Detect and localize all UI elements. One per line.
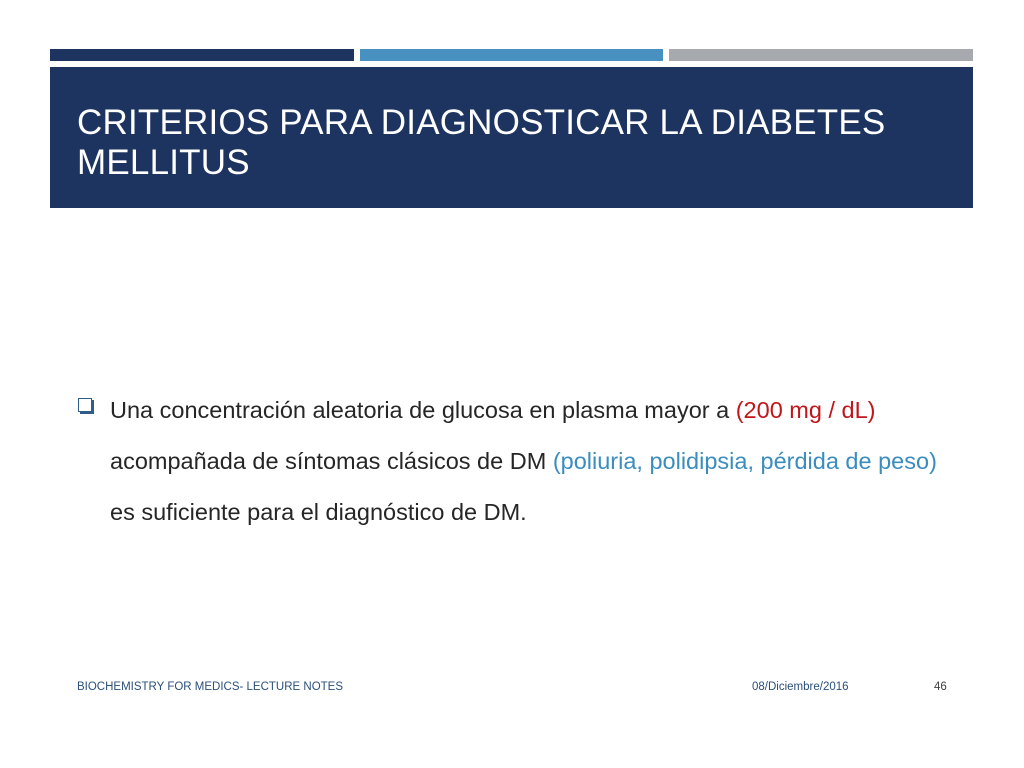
bullet-text xyxy=(110,385,958,538)
bullet-text-part2: acompañada de síntomas clásicos de DM xyxy=(110,448,553,474)
page-number: 46 xyxy=(934,681,947,693)
symptoms-list-end: peso) xyxy=(878,448,937,474)
bullet-text-part1: Una concentración aleatoria de glucosa en plasma mayor a xyxy=(110,397,736,423)
accent-bar-gray xyxy=(669,49,973,61)
bullet-item xyxy=(78,385,958,538)
bullet-text-part3: es suficiente para el diagnóstico de DM. xyxy=(110,499,527,525)
footer-date: 08/Diciembre/2016 xyxy=(752,681,849,693)
slide-title: CRITERIOS PARA DIAGNOSTICAR LA DIABETES MELLITUS xyxy=(77,103,886,182)
glucose-threshold: (200 mg / dL) xyxy=(735,397,876,423)
checkbox-bullet-icon xyxy=(78,398,92,412)
footer-course-title: BIOCHEMISTRY FOR MEDICS- LECTURE NOTES xyxy=(77,681,344,693)
symptoms-list: (poliuria, polidipsia, pérdida de xyxy=(552,448,872,474)
accent-bar-dark xyxy=(50,49,354,61)
title-band xyxy=(50,67,973,208)
accent-bar-blue xyxy=(360,49,663,61)
